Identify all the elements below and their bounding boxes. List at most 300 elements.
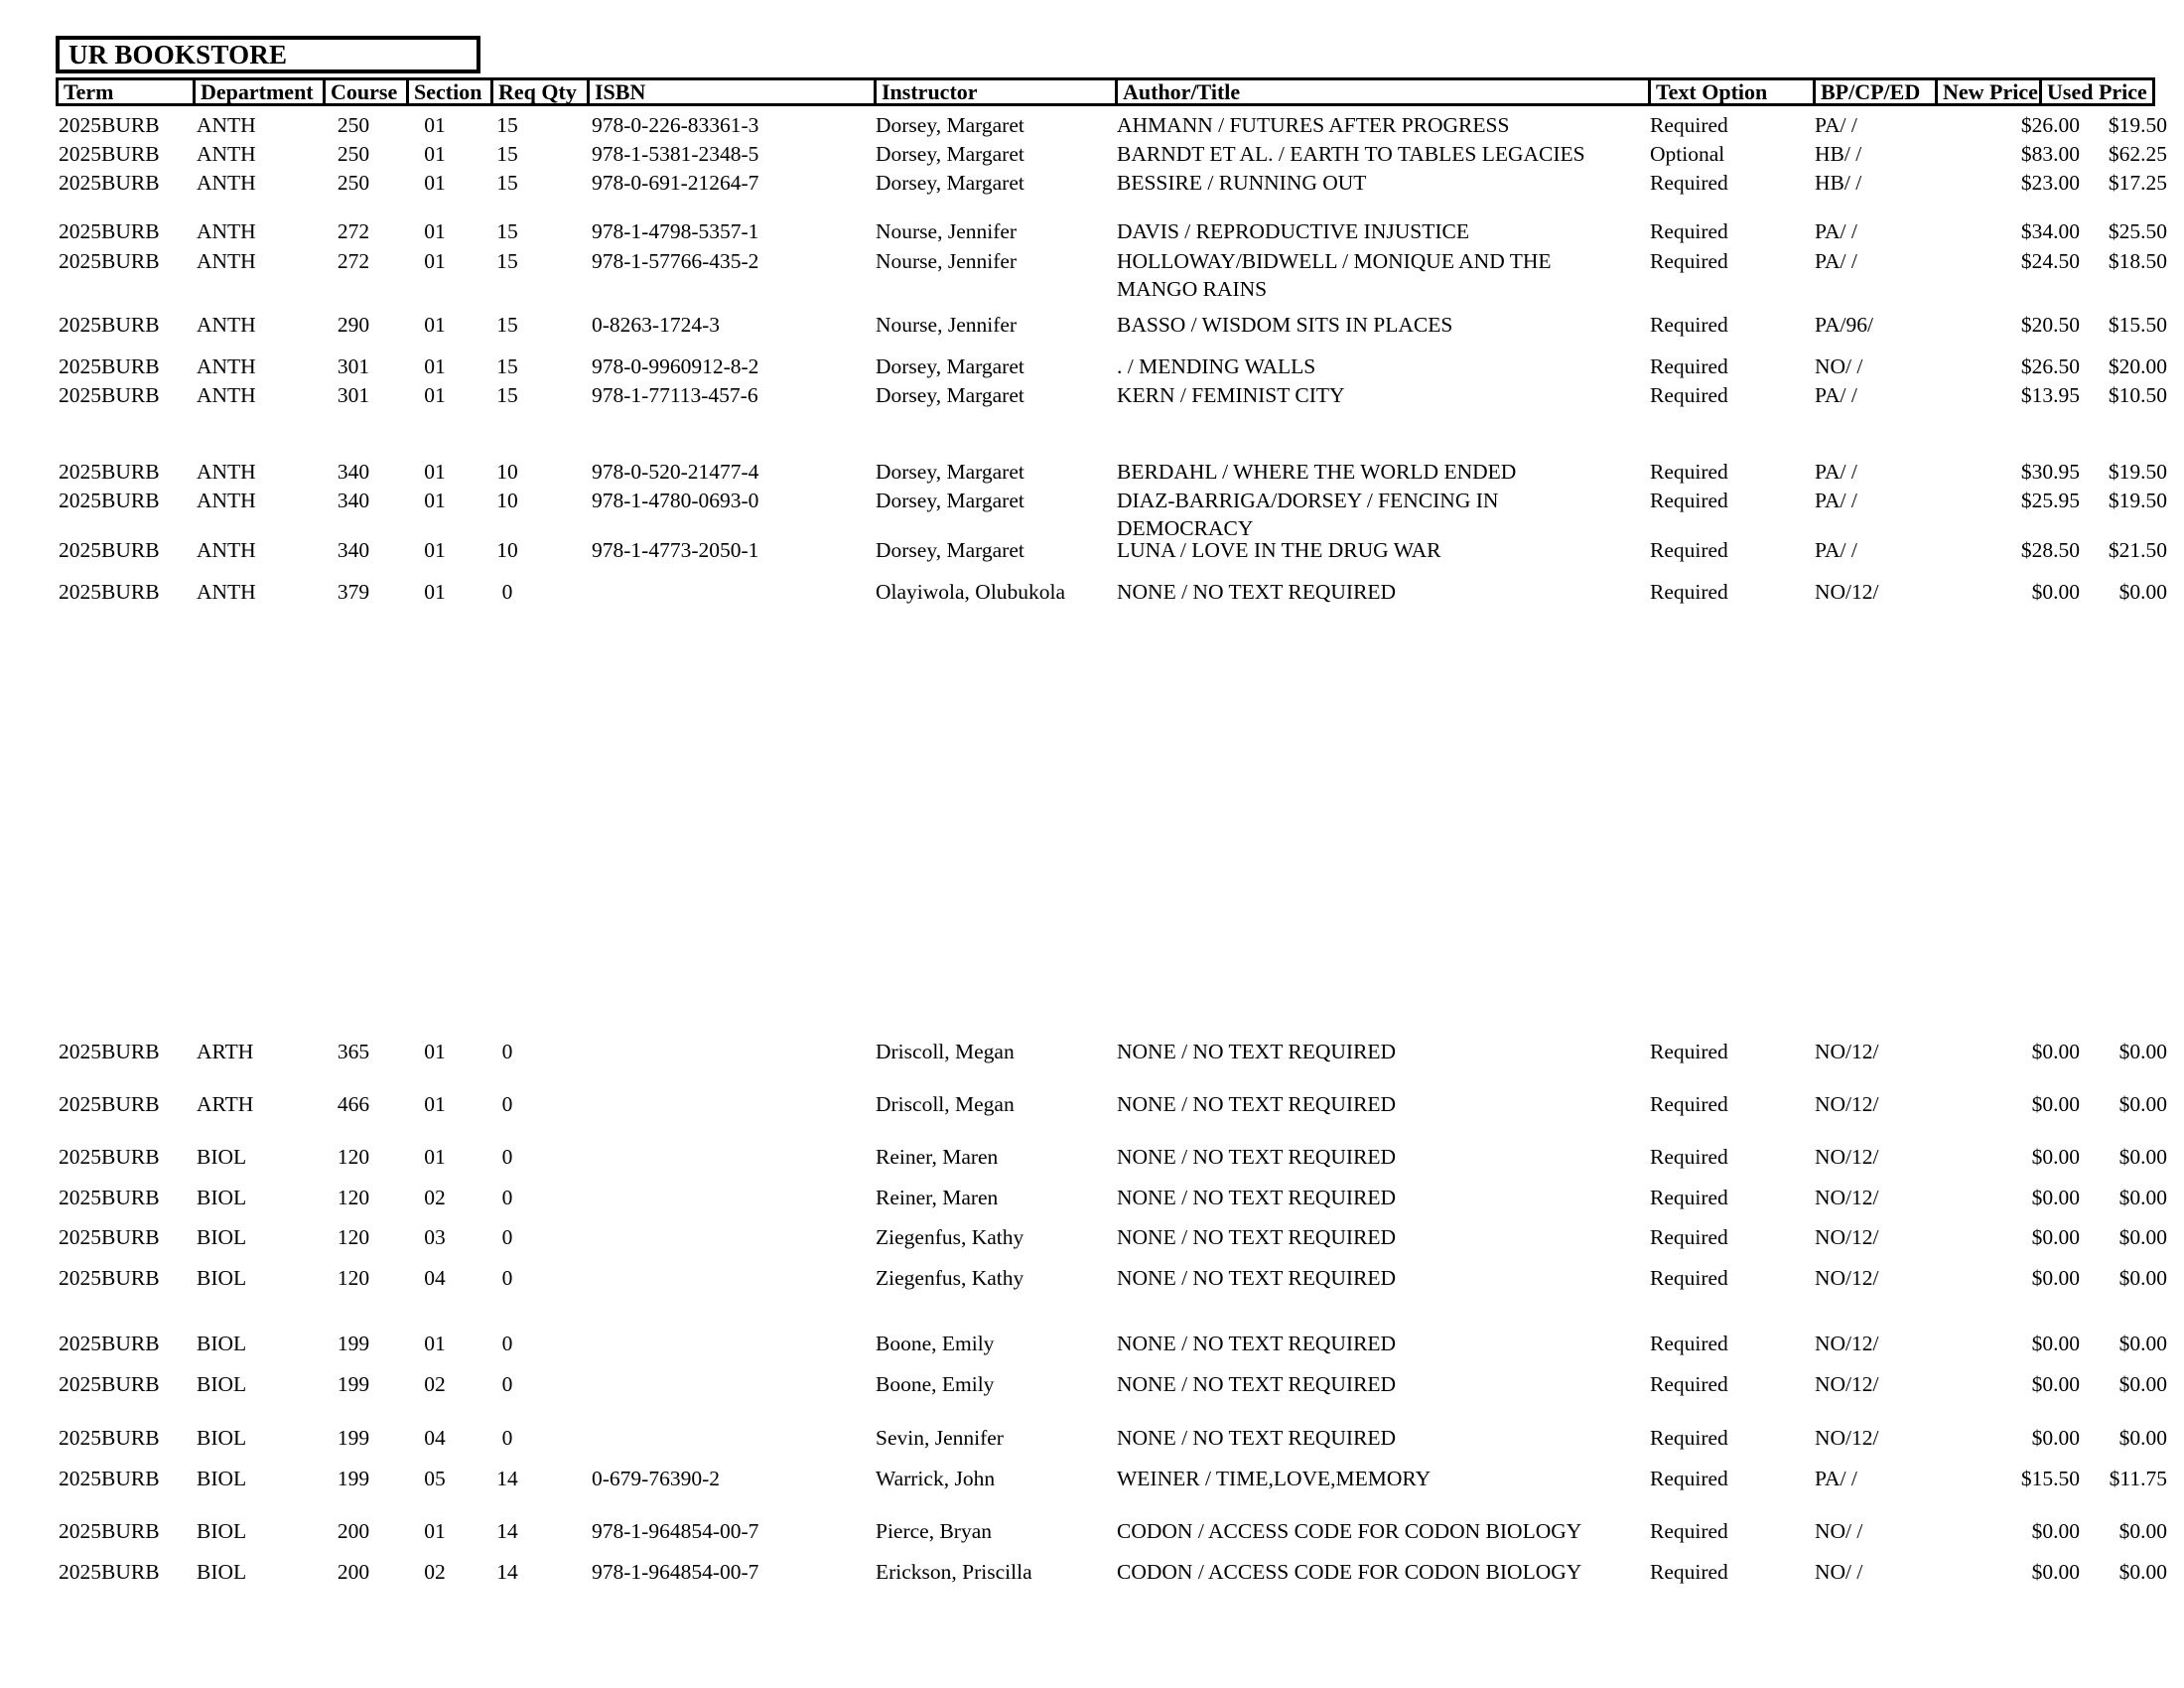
cell-term: 2025BURB xyxy=(59,354,160,378)
table-row xyxy=(0,169,2184,198)
cell-req-qty: 15 xyxy=(496,142,518,166)
cell-bp-cp-ed: NO/12/ xyxy=(1815,1426,1879,1450)
cell-bp-cp-ed: HB/ / xyxy=(1815,142,1862,166)
cell-req-qty: 14 xyxy=(496,1519,518,1543)
cell-req-qty: 0 xyxy=(501,1426,513,1450)
cell-section: 01 xyxy=(424,219,446,243)
cell-department: BIOL xyxy=(197,1225,247,1249)
cell-section: 01 xyxy=(424,1145,446,1169)
cell-text-option: Required xyxy=(1650,460,1728,484)
cell-new-price: $15.50 xyxy=(2020,1467,2080,1490)
cell-instructor: Dorsey, Margaret xyxy=(876,171,1024,195)
cell-instructor: Ziegenfus, Kathy xyxy=(876,1266,1024,1290)
cell-new-price: $0.00 xyxy=(2031,1426,2080,1450)
table-row xyxy=(0,578,2184,607)
cell-author-title: BERDAHL / WHERE THE WORLD ENDED xyxy=(1117,460,1517,484)
cell-used-price: $10.50 xyxy=(2108,383,2167,407)
cell-term: 2025BURB xyxy=(59,489,160,512)
cell-bp-cp-ed: PA/96/ xyxy=(1815,313,1873,337)
cell-instructor: Dorsey, Margaret xyxy=(876,354,1024,378)
cell-instructor: Sevin, Jennifer xyxy=(876,1426,1004,1450)
cell-department: BIOL xyxy=(197,1266,247,1290)
cell-section: 04 xyxy=(424,1426,446,1450)
cell-course: 120 xyxy=(337,1225,370,1249)
cell-author-title: KERN / FEMINIST CITY xyxy=(1117,383,1345,407)
cell-new-price: $83.00 xyxy=(2020,142,2080,166)
cell-text-option: Required xyxy=(1650,1225,1728,1249)
cell-section: 01 xyxy=(424,489,446,512)
cell-text-option: Required xyxy=(1650,171,1728,195)
cell-author-title: CODON / ACCESS CODE FOR CODON BIOLOGY xyxy=(1117,1560,1582,1584)
cell-bp-cp-ed: NO/ / xyxy=(1815,1560,1863,1584)
cell-department: ANTH xyxy=(197,460,256,484)
column-header-course: Course xyxy=(323,80,406,103)
cell-used-price: $15.50 xyxy=(2108,313,2167,337)
table-row xyxy=(0,487,2184,540)
cell-used-price: $0.00 xyxy=(2118,1266,2167,1290)
table-row xyxy=(0,1517,2184,1546)
cell-department: BIOL xyxy=(197,1372,247,1396)
cell-author-title: LUNA / LOVE IN THE DRUG WAR xyxy=(1117,538,1441,562)
cell-course: 301 xyxy=(337,354,370,378)
cell-course: 340 xyxy=(337,538,370,562)
cell-course: 199 xyxy=(337,1332,370,1355)
cell-section: 01 xyxy=(424,354,446,378)
cell-author-title: NONE / NO TEXT REQUIRED xyxy=(1117,1040,1397,1063)
cell-author-title: NONE / NO TEXT REQUIRED xyxy=(1117,1225,1397,1249)
column-header-text-option: Text Option xyxy=(1648,80,1813,103)
cell-section: 01 xyxy=(424,313,446,337)
cell-term: 2025BURB xyxy=(59,171,160,195)
cell-author-title: BARNDT ET AL. / EARTH TO TABLES LEGACIES xyxy=(1117,142,1585,166)
column-header-section: Section xyxy=(406,80,490,103)
cell-author-title: CODON / ACCESS CODE FOR CODON BIOLOGY xyxy=(1117,1519,1582,1543)
cell-isbn: 978-0-691-21264-7 xyxy=(592,171,759,195)
table-row xyxy=(0,1223,2184,1252)
cell-new-price: $0.00 xyxy=(2031,580,2080,604)
cell-isbn: 978-1-57766-435-2 xyxy=(592,249,759,273)
cell-author-title: AHMANN / FUTURES AFTER PROGRESS xyxy=(1117,113,1510,137)
cell-req-qty: 0 xyxy=(501,1332,513,1355)
cell-req-qty: 14 xyxy=(496,1560,518,1584)
cell-text-option: Required xyxy=(1650,1092,1728,1116)
cell-text-option: Required xyxy=(1650,113,1728,137)
column-header-new-price: New Price xyxy=(1935,80,2039,103)
cell-course: 379 xyxy=(337,580,370,604)
cell-course: 272 xyxy=(337,219,370,243)
cell-instructor: Erickson, Priscilla xyxy=(876,1560,1032,1584)
cell-text-option: Required xyxy=(1650,1519,1728,1543)
cell-course: 290 xyxy=(337,313,370,337)
cell-term: 2025BURB xyxy=(59,1225,160,1249)
cell-req-qty: 15 xyxy=(496,249,518,273)
cell-bp-cp-ed: PA/ / xyxy=(1815,219,1857,243)
cell-section: 01 xyxy=(424,249,446,273)
cell-req-qty: 15 xyxy=(496,383,518,407)
cell-bp-cp-ed: PA/ / xyxy=(1815,538,1857,562)
cell-section: 02 xyxy=(424,1186,446,1209)
cell-department: BIOL xyxy=(197,1426,247,1450)
cell-req-qty: 15 xyxy=(496,313,518,337)
cell-used-price: $0.00 xyxy=(2118,1145,2167,1169)
cell-term: 2025BURB xyxy=(59,1560,160,1584)
cell-req-qty: 0 xyxy=(501,1040,513,1063)
cell-section: 05 xyxy=(424,1467,446,1490)
cell-course: 250 xyxy=(337,142,370,166)
cell-text-option: Required xyxy=(1650,354,1728,378)
cell-used-price: $19.50 xyxy=(2108,460,2167,484)
cell-term: 2025BURB xyxy=(59,1372,160,1396)
column-header-term: Term xyxy=(56,80,193,103)
cell-instructor: Reiner, Maren xyxy=(876,1145,999,1169)
cell-text-option: Required xyxy=(1650,1266,1728,1290)
cell-req-qty: 10 xyxy=(496,538,518,562)
cell-course: 120 xyxy=(337,1266,370,1290)
table-row xyxy=(0,381,2184,410)
table-row xyxy=(0,247,2184,301)
cell-text-option: Required xyxy=(1650,489,1728,512)
cell-instructor: Dorsey, Margaret xyxy=(876,383,1024,407)
cell-instructor: Dorsey, Margaret xyxy=(876,489,1024,512)
cell-term: 2025BURB xyxy=(59,383,160,407)
cell-text-option: Required xyxy=(1650,580,1728,604)
cell-instructor: Driscoll, Megan xyxy=(876,1092,1015,1116)
cell-req-qty: 10 xyxy=(496,489,518,512)
table-row xyxy=(0,1090,2184,1119)
cell-new-price: $0.00 xyxy=(2031,1332,2080,1355)
cell-department: ANTH xyxy=(197,249,256,273)
cell-section: 01 xyxy=(424,1092,446,1116)
cell-term: 2025BURB xyxy=(59,1266,160,1290)
cell-used-price: $0.00 xyxy=(2118,580,2167,604)
column-header-department: Department xyxy=(193,80,323,103)
cell-bp-cp-ed: NO/12/ xyxy=(1815,1092,1879,1116)
cell-author-title: NONE / NO TEXT REQUIRED xyxy=(1117,1186,1397,1209)
cell-used-price: $0.00 xyxy=(2118,1560,2167,1584)
cell-author-title: DIAZ-BARRIGA/DORSEY / FENCING IN DEMOCRACY xyxy=(1117,489,1499,540)
cell-req-qty: 0 xyxy=(501,580,513,604)
cell-course: 120 xyxy=(337,1145,370,1169)
cell-text-option: Required xyxy=(1650,1186,1728,1209)
cell-text-option: Required xyxy=(1650,1040,1728,1063)
report-title-box xyxy=(56,36,480,73)
cell-req-qty: 15 xyxy=(496,354,518,378)
cell-isbn: 978-1-964854-00-7 xyxy=(592,1560,759,1584)
cell-author-title: NONE / NO TEXT REQUIRED xyxy=(1117,1145,1397,1169)
cell-used-price: $0.00 xyxy=(2118,1332,2167,1355)
cell-isbn: 978-1-5381-2348-5 xyxy=(592,142,759,166)
cell-used-price: $0.00 xyxy=(2118,1372,2167,1396)
cell-new-price: $25.95 xyxy=(2020,489,2080,512)
cell-course: 120 xyxy=(337,1186,370,1209)
table-row xyxy=(0,536,2184,565)
cell-term: 2025BURB xyxy=(59,1519,160,1543)
cell-bp-cp-ed: NO/12/ xyxy=(1815,1040,1879,1063)
cell-section: 01 xyxy=(424,1040,446,1063)
cell-new-price: $26.00 xyxy=(2020,113,2080,137)
cell-used-price: $19.50 xyxy=(2108,489,2167,512)
cell-section: 01 xyxy=(424,460,446,484)
cell-department: ARTH xyxy=(197,1040,254,1063)
cell-term: 2025BURB xyxy=(59,1467,160,1490)
table-row xyxy=(0,1330,2184,1358)
cell-new-price: $13.95 xyxy=(2020,383,2080,407)
table-row xyxy=(0,1264,2184,1293)
cell-author-title: NONE / NO TEXT REQUIRED xyxy=(1117,1372,1397,1396)
cell-bp-cp-ed: NO/12/ xyxy=(1815,1145,1879,1169)
cell-bp-cp-ed: PA/ / xyxy=(1815,489,1857,512)
cell-term: 2025BURB xyxy=(59,1040,160,1063)
cell-instructor: Ziegenfus, Kathy xyxy=(876,1225,1024,1249)
cell-author-title: DAVIS / REPRODUCTIVE INJUSTICE xyxy=(1117,219,1469,243)
cell-text-option: Required xyxy=(1650,1372,1728,1396)
column-header-used-price: Used Price xyxy=(2039,80,2155,103)
cell-author-title: NONE / NO TEXT REQUIRED xyxy=(1117,1092,1397,1116)
cell-isbn: 978-1-4780-0693-0 xyxy=(592,489,759,512)
cell-text-option: Required xyxy=(1650,1467,1728,1490)
cell-bp-cp-ed: NO/12/ xyxy=(1815,580,1879,604)
cell-new-price: $0.00 xyxy=(2031,1145,2080,1169)
cell-department: BIOL xyxy=(197,1560,247,1584)
cell-author-title: NONE / NO TEXT REQUIRED xyxy=(1117,580,1397,604)
cell-section: 04 xyxy=(424,1266,446,1290)
column-header-instructor: Instructor xyxy=(874,80,1115,103)
cell-bp-cp-ed: NO/12/ xyxy=(1815,1372,1879,1396)
column-header-isbn: ISBN xyxy=(587,80,874,103)
cell-department: ARTH xyxy=(197,1092,254,1116)
cell-text-option: Required xyxy=(1650,1560,1728,1584)
cell-bp-cp-ed: PA/ / xyxy=(1815,383,1857,407)
table-row xyxy=(0,1038,2184,1066)
cell-bp-cp-ed: NO/12/ xyxy=(1815,1186,1879,1209)
cell-used-price: $17.25 xyxy=(2108,171,2167,195)
cell-bp-cp-ed: NO/12/ xyxy=(1815,1266,1879,1290)
cell-section: 02 xyxy=(424,1372,446,1396)
cell-department: ANTH xyxy=(197,489,256,512)
table-row xyxy=(0,1370,2184,1399)
cell-instructor: Boone, Emily xyxy=(876,1372,995,1396)
cell-new-price: $0.00 xyxy=(2031,1225,2080,1249)
table-row xyxy=(0,458,2184,487)
cell-new-price: $0.00 xyxy=(2031,1040,2080,1063)
cell-used-price: $11.75 xyxy=(2109,1467,2167,1490)
cell-used-price: $0.00 xyxy=(2118,1186,2167,1209)
cell-department: ANTH xyxy=(197,142,256,166)
cell-isbn: 978-0-520-21477-4 xyxy=(592,460,759,484)
column-header-req-qty: Req Qty xyxy=(490,80,587,103)
cell-course: 250 xyxy=(337,171,370,195)
cell-new-price: $30.95 xyxy=(2020,460,2080,484)
cell-req-qty: 0 xyxy=(501,1372,513,1396)
cell-instructor: Dorsey, Margaret xyxy=(876,113,1024,137)
cell-department: BIOL xyxy=(197,1519,247,1543)
cell-author-title: BASSO / WISDOM SITS IN PLACES xyxy=(1117,313,1453,337)
cell-bp-cp-ed: NO/ / xyxy=(1815,1519,1863,1543)
cell-used-price: $62.25 xyxy=(2108,142,2167,166)
cell-term: 2025BURB xyxy=(59,538,160,562)
cell-department: ANTH xyxy=(197,580,256,604)
cell-term: 2025BURB xyxy=(59,580,160,604)
cell-bp-cp-ed: NO/12/ xyxy=(1815,1332,1879,1355)
cell-instructor: Driscoll, Megan xyxy=(876,1040,1015,1063)
cell-department: ANTH xyxy=(197,538,256,562)
cell-isbn: 978-1-77113-457-6 xyxy=(592,383,758,407)
column-header-bp-cp-ed: BP/CP/ED xyxy=(1813,80,1935,103)
table-row xyxy=(0,217,2184,246)
cell-req-qty: 10 xyxy=(496,460,518,484)
table-row xyxy=(0,111,2184,140)
cell-text-option: Required xyxy=(1650,383,1728,407)
cell-instructor: Dorsey, Margaret xyxy=(876,538,1024,562)
cell-used-price: $18.50 xyxy=(2108,249,2167,273)
cell-department: BIOL xyxy=(197,1186,247,1209)
cell-instructor: Nourse, Jennifer xyxy=(876,313,1018,337)
cell-term: 2025BURB xyxy=(59,1426,160,1450)
cell-req-qty: 15 xyxy=(496,219,518,243)
cell-used-price: $19.50 xyxy=(2108,113,2167,137)
cell-course: 340 xyxy=(337,489,370,512)
cell-instructor: Dorsey, Margaret xyxy=(876,142,1024,166)
cell-section: 01 xyxy=(424,1332,446,1355)
cell-course: 466 xyxy=(337,1092,370,1116)
table-row xyxy=(0,352,2184,381)
cell-new-price: $0.00 xyxy=(2031,1560,2080,1584)
table-header-row xyxy=(56,77,2155,106)
cell-instructor: Dorsey, Margaret xyxy=(876,460,1024,484)
cell-author-title: NONE / NO TEXT REQUIRED xyxy=(1117,1332,1397,1355)
cell-used-price: $0.00 xyxy=(2118,1519,2167,1543)
cell-section: 01 xyxy=(424,142,446,166)
cell-course: 199 xyxy=(337,1426,370,1450)
cell-department: BIOL xyxy=(197,1332,247,1355)
cell-department: ANTH xyxy=(197,354,256,378)
cell-instructor: Reiner, Maren xyxy=(876,1186,999,1209)
cell-req-qty: 0 xyxy=(501,1225,513,1249)
cell-term: 2025BURB xyxy=(59,1092,160,1116)
cell-section: 01 xyxy=(424,171,446,195)
cell-isbn: 978-1-964854-00-7 xyxy=(592,1519,759,1543)
cell-course: 272 xyxy=(337,249,370,273)
table-row xyxy=(0,140,2184,169)
cell-bp-cp-ed: NO/ / xyxy=(1815,354,1863,378)
cell-new-price: $0.00 xyxy=(2031,1519,2080,1543)
cell-bp-cp-ed: HB/ / xyxy=(1815,171,1862,195)
cell-department: ANTH xyxy=(197,383,256,407)
cell-used-price: $0.00 xyxy=(2118,1040,2167,1063)
cell-isbn: 978-1-4773-2050-1 xyxy=(592,538,759,562)
table-row xyxy=(0,1424,2184,1453)
cell-course: 200 xyxy=(337,1519,370,1543)
cell-term: 2025BURB xyxy=(59,142,160,166)
cell-term: 2025BURB xyxy=(59,1332,160,1355)
cell-req-qty: 0 xyxy=(501,1145,513,1169)
cell-new-price: $34.00 xyxy=(2020,219,2080,243)
cell-used-price: $0.00 xyxy=(2118,1225,2167,1249)
cell-author-title: HOLLOWAY/BIDWELL / MONIQUE AND THE MANGO RAINS xyxy=(1117,249,1552,301)
cell-instructor: Nourse, Jennifer xyxy=(876,219,1018,243)
cell-new-price: $0.00 xyxy=(2031,1372,2080,1396)
cell-section: 03 xyxy=(424,1225,446,1249)
table-row xyxy=(0,1184,2184,1212)
table-row xyxy=(0,1143,2184,1172)
cell-text-option: Required xyxy=(1650,1145,1728,1169)
cell-text-option: Required xyxy=(1650,1332,1728,1355)
cell-term: 2025BURB xyxy=(59,1145,160,1169)
cell-section: 02 xyxy=(424,1560,446,1584)
cell-req-qty: 0 xyxy=(501,1186,513,1209)
cell-term: 2025BURB xyxy=(59,313,160,337)
table-row xyxy=(0,311,2184,340)
cell-new-price: $24.50 xyxy=(2020,249,2080,273)
cell-author-title: NONE / NO TEXT REQUIRED xyxy=(1117,1266,1397,1290)
cell-department: BIOL xyxy=(197,1145,247,1169)
cell-course: 199 xyxy=(337,1467,370,1490)
cell-term: 2025BURB xyxy=(59,113,160,137)
cell-new-price: $0.00 xyxy=(2031,1092,2080,1116)
cell-req-qty: 0 xyxy=(501,1092,513,1116)
cell-term: 2025BURB xyxy=(59,219,160,243)
cell-section: 01 xyxy=(424,383,446,407)
cell-req-qty: 0 xyxy=(501,1266,513,1290)
cell-new-price: $26.50 xyxy=(2020,354,2080,378)
cell-course: 365 xyxy=(337,1040,370,1063)
cell-used-price: $25.50 xyxy=(2108,219,2167,243)
cell-bp-cp-ed: NO/12/ xyxy=(1815,1225,1879,1249)
cell-text-option: Required xyxy=(1650,313,1728,337)
cell-text-option: Required xyxy=(1650,219,1728,243)
cell-instructor: Pierce, Bryan xyxy=(876,1519,993,1543)
cell-course: 199 xyxy=(337,1372,370,1396)
cell-bp-cp-ed: PA/ / xyxy=(1815,113,1857,137)
cell-isbn: 978-0-226-83361-3 xyxy=(592,113,759,137)
cell-term: 2025BURB xyxy=(59,1186,160,1209)
cell-department: ANTH xyxy=(197,219,256,243)
cell-course: 301 xyxy=(337,383,370,407)
cell-req-qty: 15 xyxy=(496,113,518,137)
cell-section: 01 xyxy=(424,113,446,137)
cell-term: 2025BURB xyxy=(59,249,160,273)
cell-used-price: $0.00 xyxy=(2118,1092,2167,1116)
cell-bp-cp-ed: PA/ / xyxy=(1815,1467,1857,1490)
cell-author-title: NONE / NO TEXT REQUIRED xyxy=(1117,1426,1397,1450)
cell-instructor: Boone, Emily xyxy=(876,1332,995,1355)
cell-author-title: . / MENDING WALLS xyxy=(1117,354,1316,378)
cell-new-price: $0.00 xyxy=(2031,1266,2080,1290)
cell-instructor: Nourse, Jennifer xyxy=(876,249,1018,273)
cell-isbn: 0-679-76390-2 xyxy=(592,1467,720,1490)
cell-course: 200 xyxy=(337,1560,370,1584)
cell-department: ANTH xyxy=(197,313,256,337)
cell-section: 01 xyxy=(424,538,446,562)
cell-new-price: $20.50 xyxy=(2020,313,2080,337)
cell-isbn: 978-1-4798-5357-1 xyxy=(592,219,759,243)
table-row xyxy=(0,1558,2184,1587)
cell-req-qty: 15 xyxy=(496,171,518,195)
cell-course: 250 xyxy=(337,113,370,137)
cell-instructor: Olayiwola, Olubukola xyxy=(876,580,1066,604)
cell-isbn: 978-0-9960912-8-2 xyxy=(592,354,759,378)
column-header-author-title: Author/Title xyxy=(1115,80,1648,103)
cell-section: 01 xyxy=(424,1519,446,1543)
cell-instructor: Warrick, John xyxy=(876,1467,996,1490)
cell-author-title: WEINER / TIME,LOVE,MEMORY xyxy=(1117,1467,1432,1490)
cell-course: 340 xyxy=(337,460,370,484)
cell-text-option: Required xyxy=(1650,249,1728,273)
cell-used-price: $0.00 xyxy=(2118,1426,2167,1450)
cell-bp-cp-ed: PA/ / xyxy=(1815,249,1857,273)
cell-new-price: $23.00 xyxy=(2020,171,2080,195)
cell-used-price: $20.00 xyxy=(2108,354,2167,378)
